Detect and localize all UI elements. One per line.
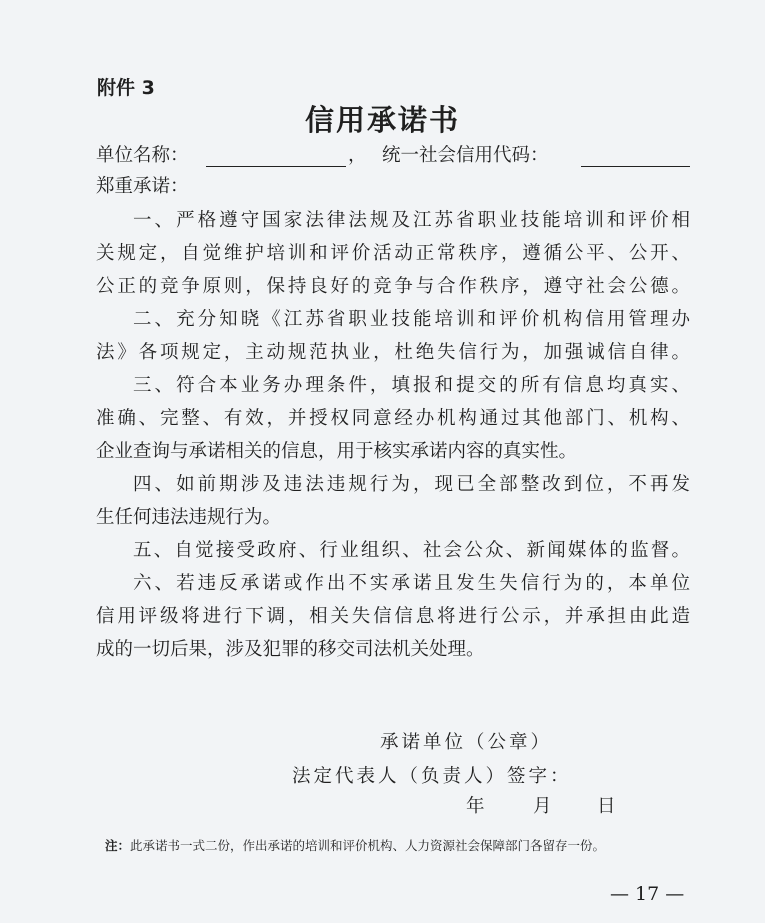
date-month: 月 — [533, 796, 552, 817]
footnote-label: 注： — [105, 838, 131, 853]
clause-6-line-3: 成的一切后果，涉及犯罪的移交司法机关处理。 — [96, 639, 485, 660]
clause-4-line-2: 生任何违法违规行为。 — [96, 507, 282, 528]
date-line — [0, 792, 765, 818]
page-number: — 17 — — [610, 883, 685, 905]
clause-5-line-1: 五、自觉接受政府、行业组织、社会公众、新闻媒体的监督。 — [133, 540, 690, 561]
clause-2-line-2: 法》各项规定，主动规范执业，杜绝失信行为，加强诚信自律。 — [96, 342, 690, 363]
credit-code-label: 统一社会信用代码： — [382, 145, 549, 166]
clause-4-line-1: 四、如前期涉及违法违规行为，现已全部整改到位，不再发 — [133, 474, 690, 495]
clause-3-line-3: 企业查询与承诺相关的信息，用于核实承诺内容的真实性。 — [96, 441, 578, 462]
clause-1-line-2: 关规定，自觉维护培训和评价活动正常秩序，遵循公平、公开、 — [96, 243, 690, 264]
footnote-text: 此承诺书一式二份，作出承诺的培训和评价机构、人力资源社会保障部门各留存一份。 — [130, 838, 606, 853]
date-year: 年 — [466, 796, 485, 817]
unit-info-row — [96, 141, 696, 173]
clause-3-line-2: 准确、完整、有效，并授权同意经办机构通过其他部门、机构、 — [96, 408, 690, 429]
clause-6-line-2: 信用评级将进行下调，相关失信信息将进行公示，并承担由此造 — [96, 606, 690, 627]
clause-6-line-1: 六、若违反承诺或作出不实承诺且发生失信行为的，本单位 — [133, 573, 690, 594]
solemn-promise-label: 郑重承诺： — [96, 176, 189, 197]
legal-representative-signature: 法定代表人（负责人）签字： — [292, 766, 572, 787]
promising-unit-seal: 承诺单位（公章） — [380, 732, 553, 753]
footnote — [105, 836, 605, 854]
clause-3-line-1: 三、符合本业务办理条件，填报和提交的所有信息均真实、 — [133, 375, 690, 396]
credit-code-blank — [581, 166, 690, 167]
clause-1-line-1: 一、严格遵守国家法律法规及江苏省职业技能培训和评价相 — [133, 210, 690, 231]
unit-name-blank — [206, 166, 346, 167]
comma-separator: ， — [348, 145, 367, 166]
clause-1-line-3: 公正的竞争原则，保持良好的竞争与合作秩序，遵守社会公德。 — [96, 276, 690, 297]
unit-name-label: 单位名称： — [96, 145, 189, 166]
clause-2-line-1: 二、充分知晓《江苏省职业技能培训和评价机构信用管理办 — [133, 309, 690, 330]
attachment-label: 附件 3 — [97, 77, 155, 99]
document-title: 信用承诺书 — [304, 103, 460, 137]
date-day: 日 — [597, 796, 616, 817]
